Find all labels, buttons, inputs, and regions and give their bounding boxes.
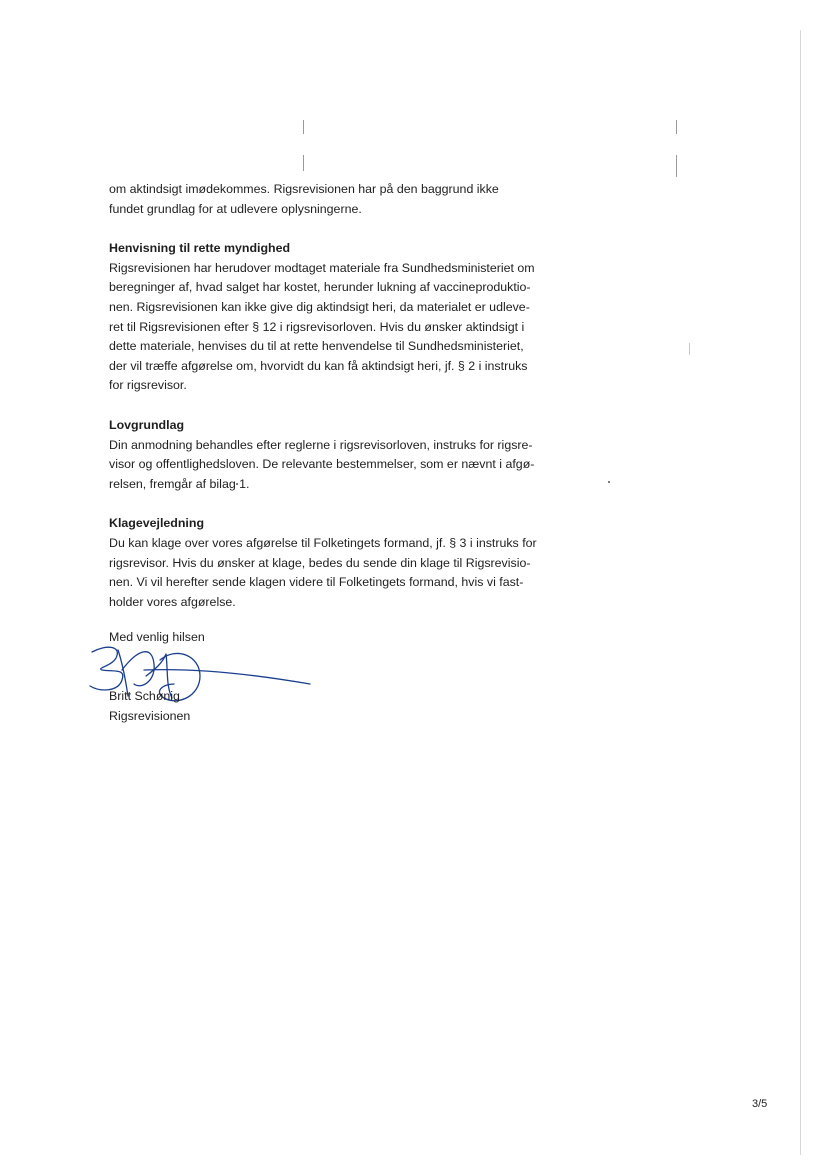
section-heading: Lovgrundlag	[109, 417, 185, 432]
text-line: nen. Rigsrevisionen kan ikke give dig aktindsigt heri, da materialet er udleve-	[109, 299, 530, 314]
text-line: Rigsrevisionen har herudover modtaget materiale fra Sundhedsministeriet om	[109, 260, 535, 275]
section-heading: Henvisning til rette myndighed	[109, 241, 291, 256]
signer-name: Britt Schønig	[109, 689, 180, 703]
text-line: beregninger af, hvad salget har kostet, herunder lukning af vaccineproduktio-	[109, 280, 531, 295]
section-referral	[109, 239, 579, 396]
scan-mark	[676, 120, 677, 134]
scan-mark	[303, 120, 304, 134]
scan-mark	[689, 343, 690, 355]
page-number: 3/5	[752, 1098, 768, 1110]
text-line: der vil træffe afgørelse om, hvorvidt du kan få aktindsigt heri, jf. § 2 i instruks	[109, 358, 528, 373]
signer-block	[109, 687, 190, 726]
text-line: for rigsrevisor.	[109, 378, 187, 393]
text-line: fundet grundlag for at udlevere oplysningerne.	[109, 201, 362, 216]
letter-body	[109, 180, 579, 632]
text-line: ret til Rigsrevisionen efter § 12 i rigsrevisorloven. Hvis du ønsker aktindsigt i	[109, 319, 525, 334]
text-line: rigsrevisor. Hvis du ønsker at klage, bedes du sende din klage til Rigsrevisio-	[109, 555, 531, 570]
signer-organization: Rigsrevisionen	[109, 708, 191, 723]
text-line: Din anmodning behandles efter reglerne i rigsrevisorloven, instruks for rigsre-	[109, 437, 533, 452]
closing-greeting: Med venlig hilsen	[109, 630, 205, 644]
section-legal-basis	[109, 416, 579, 494]
text-line: dette materiale, henvises du til at rette henvendelse til Sundhedsministeriet,	[109, 339, 524, 354]
text-line: om aktindsigt imødekommes. Rigsrevisionen har på den baggrund ikke	[109, 182, 499, 196]
scan-edge-line	[800, 30, 801, 1155]
text-line: Du kan klage over vores afgørelse til Folketingets formand, jf. § 3 i instruks for	[109, 535, 537, 550]
section-heading: Klagevejledning	[109, 516, 205, 531]
section-complaint-guidance	[109, 514, 579, 612]
paragraph-intro	[109, 180, 579, 219]
text-line: relsen, fremgår af bilag 1.	[109, 476, 250, 491]
scan-mark	[676, 155, 677, 177]
text-line: nen. Vi vil herefter sende klagen videre til Folketingets formand, hvis vi fast-	[109, 575, 524, 590]
scan-mark	[303, 155, 304, 171]
text-line: holder vores afgørelse.	[109, 594, 236, 609]
text-line: visor og offentlighedsloven. De relevante bestemmelser, som er nævnt i afgø-	[109, 457, 535, 472]
scan-speck	[608, 481, 610, 483]
